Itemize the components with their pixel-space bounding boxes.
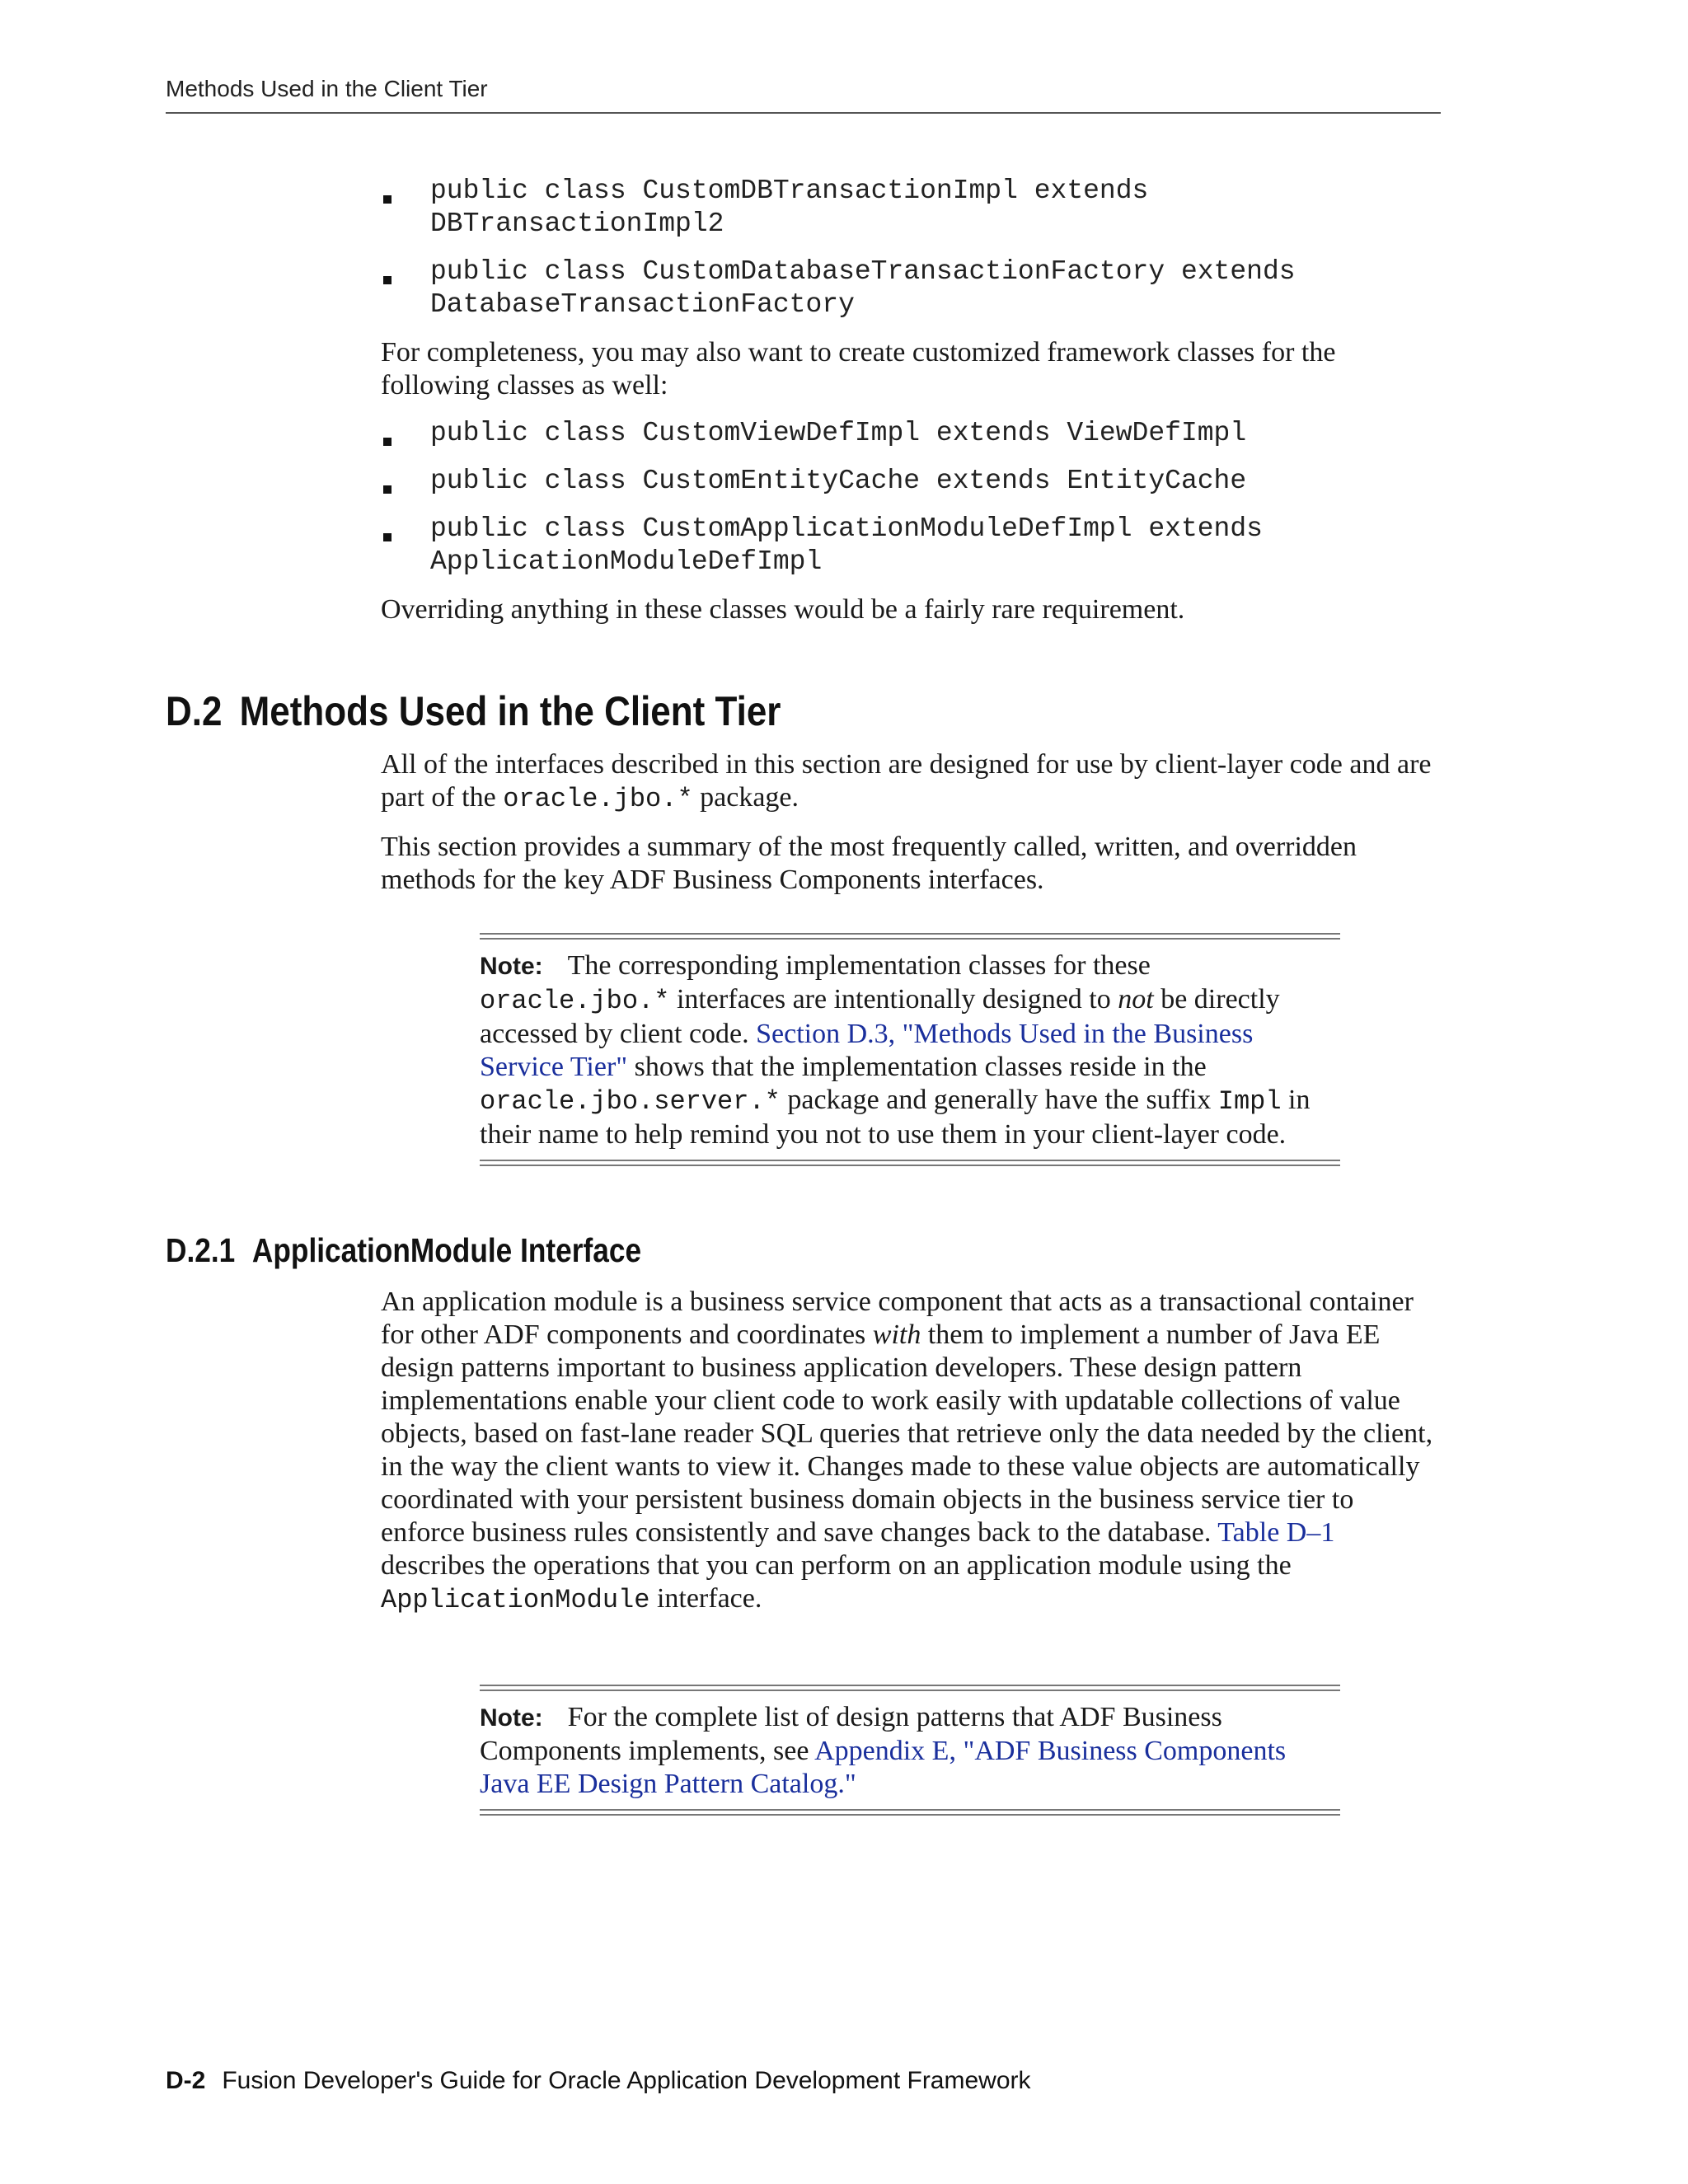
code-line: ApplicationModuleDefImpl: [430, 546, 823, 577]
code-line: public class CustomDatabaseTransactionFactory extends: [430, 256, 1296, 287]
code-line: public class CustomViewDefImpl extends ViewDefImpl: [430, 418, 1247, 448]
inline-code: ApplicationModule: [381, 1585, 650, 1615]
inline-code: oracle.jbo.*: [480, 986, 670, 1016]
code-line: public class CustomDBTransactionImpl extends: [430, 176, 1149, 206]
note-box: [480, 1671, 1340, 1827]
note-rule-top: [480, 933, 1340, 940]
paragraph-completeness: For completeness, you may also want to create customized framework classes for the following classes as well:: [381, 337, 1336, 401]
list-item: [381, 417, 1436, 450]
section-number: D.2: [166, 688, 223, 734]
list-item: [381, 175, 1436, 241]
book-title: Fusion Developer's Guide for Oracle Application Development Framework: [222, 2067, 1031, 2094]
note-label: Note:: [480, 953, 543, 980]
emphasis: with: [872, 1319, 921, 1350]
code-line: DBTransactionImpl2: [430, 209, 724, 239]
list-item: [381, 513, 1436, 579]
section-d21-body: [381, 1286, 1436, 1632]
bullet-list-top: [381, 175, 1436, 321]
inline-code: oracle.jbo.*: [503, 784, 693, 814]
paragraph-interfaces: All of the interfaces described in this section are designed for use by client-layer code and are part of the oracle.jbo.* package.: [381, 749, 1432, 814]
paragraph-summary: This section provides a summary of the most frequently called, written, and overridden methods for the key ADF Business Components interfaces.: [381, 832, 1357, 895]
subsection-title: ApplicationModule Interface: [251, 1231, 642, 1269]
emphasis: not: [1118, 984, 1154, 1015]
inline-code: oracle.jbo.server.*: [480, 1086, 781, 1117]
code-line: public class CustomApplicationModuleDefImpl extends: [430, 513, 1263, 544]
top-bullet-block: [381, 175, 1436, 641]
note-rule-top: [480, 1685, 1340, 1691]
cross-reference-link[interactable]: Section D.3, "Methods Used in the Business Service Tier": [480, 1019, 1254, 1082]
note-body: Note: The corresponding implementation classes for these oracle.jbo.* interfaces are intentionally designed to not be directly accessed by client code. Section D.3, "Methods Used in the Business Service Tier" shows that the implementation classes reside in the oracle.jbo.server.* package and generally have the suffix Impl in their name to help remind you not to use them in your client-layer code.: [480, 950, 1311, 1150]
code-line: DatabaseTransactionFactory: [430, 289, 855, 320]
bullet-list-mid: [381, 417, 1436, 579]
subsection-heading-d21: [166, 1231, 641, 1270]
page-footer: [166, 2067, 1031, 2095]
inline-code: Impl: [1217, 1086, 1282, 1117]
section-title: Methods Used in the Client Tier: [239, 688, 781, 734]
note-body: Note: For the complete list of design patterns that ADF Business Components implements, see Appendix E, "ADF Business Components Java EE Design Pattern Catalog.": [480, 1702, 1287, 1799]
paragraph-overriding: Overriding anything in these classes would be a fairly rare requirement.: [381, 594, 1185, 625]
note-rule-bottom: [480, 1160, 1340, 1166]
note-label: Note:: [480, 1704, 543, 1732]
subsection-number: D.2.1: [166, 1231, 236, 1269]
section-heading-d2: [166, 687, 781, 735]
code-line: public class CustomEntityCache extends EntityCache: [430, 466, 1247, 496]
list-item: [381, 465, 1436, 498]
note-rule-bottom: [480, 1809, 1340, 1816]
appendix-reference-link[interactable]: Appendix E, "ADF Business Components Java EE Design Pattern Catalog.": [480, 1736, 1287, 1799]
list-item: [381, 255, 1436, 321]
table-reference-link[interactable]: Table D–1: [1217, 1517, 1335, 1548]
paragraph-application-module: An application module is a business service component that acts as a transactional container for other ADF components and coordinates with them to implement a number of Java EE design patterns important to business application developers. These design pattern implementations enable your client code to work easily with updatable collections of value objects, based on fast-lane reader SQL queries that retrieve only the data needed by the client, in the way the client wants to view it. Changes made to these value objects are automatically coordinated with your persistent business domain objects in the business service tier to enforce business rules consistently and save changes back to the database. Table D–1 describes the operations that you can perform on an application module using the ApplicationModule interface.: [381, 1286, 1433, 1615]
note-box: [480, 920, 1340, 1178]
section-d2-body: [381, 748, 1436, 912]
running-header: Methods Used in the Client Tier: [166, 76, 1441, 114]
page-number: D-2: [166, 2067, 206, 2094]
